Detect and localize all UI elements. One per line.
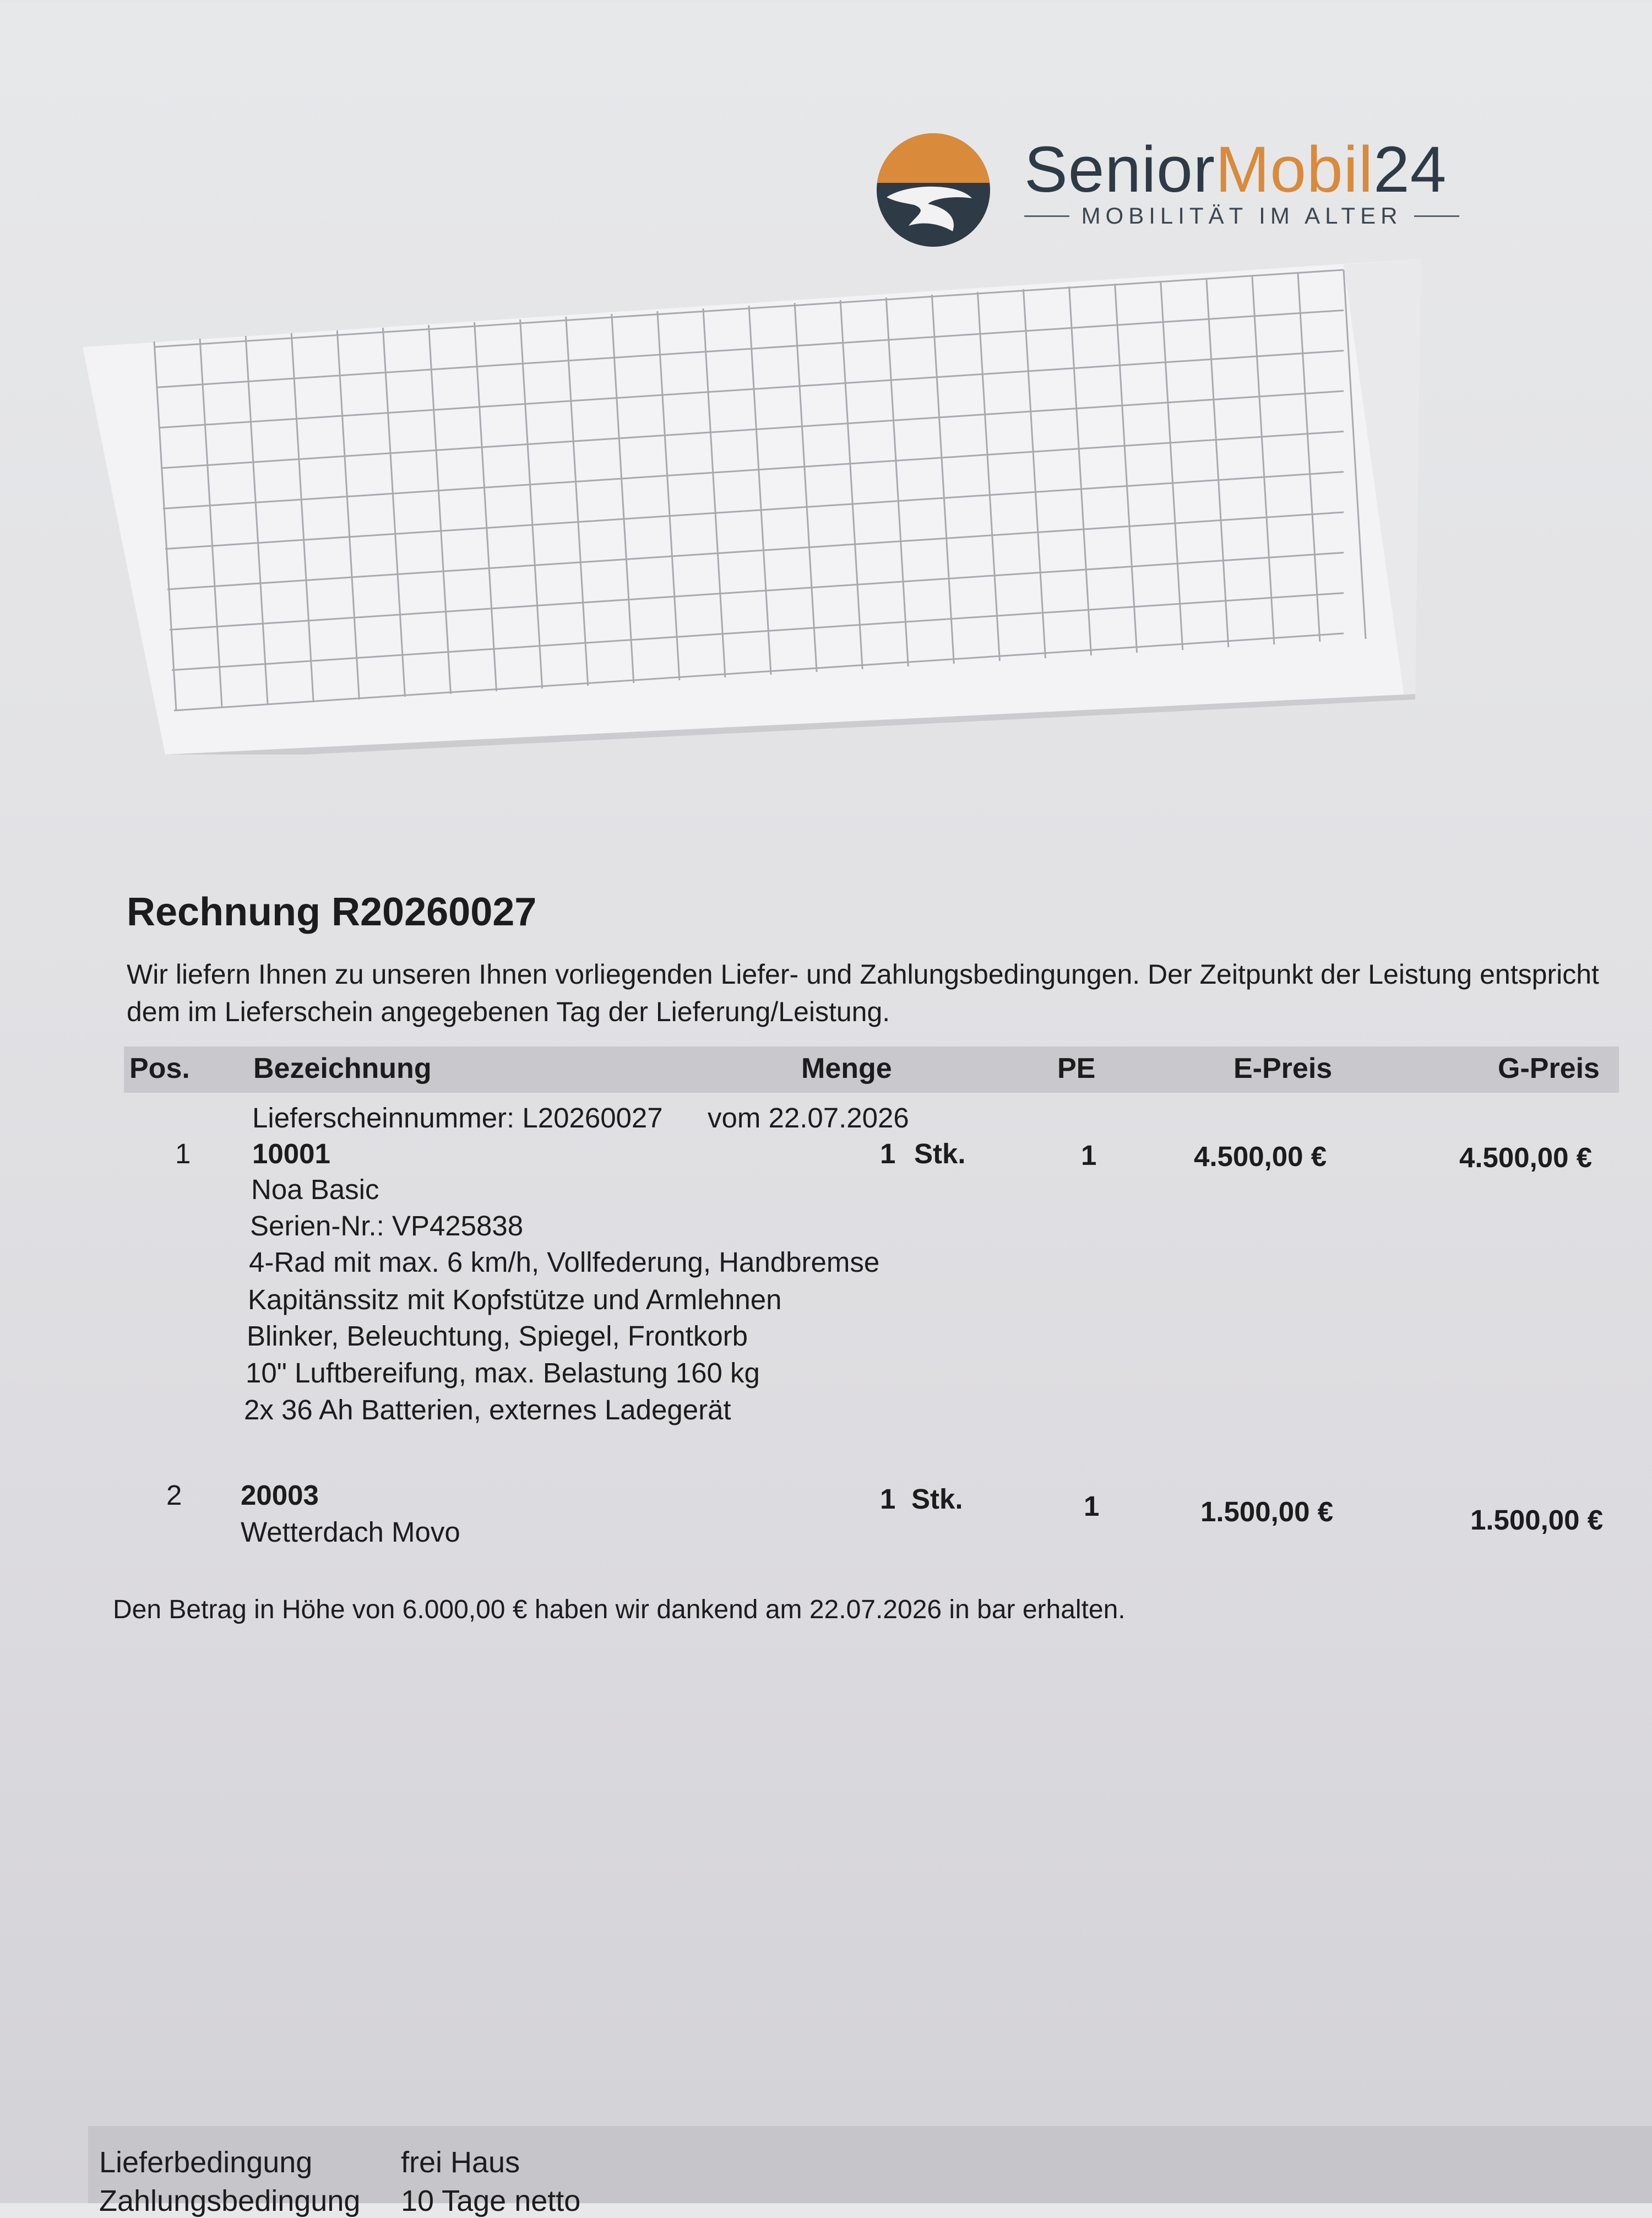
logo-mark-icon xyxy=(876,132,991,248)
row-unit-price: 1.500,00 € xyxy=(1200,1496,1334,1527)
row-description-line: Wetterdach Movo xyxy=(241,1516,460,1548)
row-unit: Stk. xyxy=(914,1138,966,1169)
row-description-line: Kapitänssitz mit Kopfstütze und Armlehnen xyxy=(248,1284,782,1315)
col-header-bezeichnung: Bezeichnung xyxy=(253,1053,432,1084)
payment-condition-label: Zahlungsbedingung xyxy=(99,2184,361,2217)
row-pe: 1 xyxy=(1084,1490,1100,1522)
row-description-line: Serien-Nr.: VP425838 xyxy=(250,1210,524,1241)
row-description-line: Noa Basic xyxy=(251,1174,379,1205)
row-total-price: 1.500,00 € xyxy=(1470,1504,1604,1536)
col-header-pe: PE xyxy=(1057,1053,1096,1084)
row-article-number: 10001 xyxy=(252,1138,330,1169)
row-pos: 1 xyxy=(175,1138,191,1169)
delivery-note-number: Lieferscheinnummer: L20260027 xyxy=(252,1102,663,1134)
row-total-price: 4.500,00 € xyxy=(1459,1142,1593,1173)
row-unit: Stk. xyxy=(911,1483,963,1515)
row-article-number: 20003 xyxy=(241,1479,319,1511)
row-quantity: 1 xyxy=(880,1138,896,1169)
row-pos: 2 xyxy=(166,1479,182,1511)
delivery-note-date: vom 22.07.2026 xyxy=(708,1102,909,1134)
row-quantity: 1 xyxy=(880,1483,896,1515)
logo-tagline: MOBILITÄT IM ALTER xyxy=(1024,203,1459,229)
row-description-line: 4-Rad mit max. 6 km/h, Vollfederung, Handbremse xyxy=(249,1246,880,1278)
payment-condition-value: 10 Tage netto xyxy=(401,2184,581,2217)
row-unit-price: 4.500,00 € xyxy=(1194,1141,1327,1172)
delivery-condition-value: frei Haus xyxy=(401,2146,520,2179)
grid-paper-sheet xyxy=(77,259,1421,755)
row-description-line: 2x 36 Ah Batterien, externes Ladegerät xyxy=(244,1394,731,1425)
payment-received-note: Den Betrag in Höhe von 6.000,00 € haben wir dankend am 22.07.2026 in bar erhalten. xyxy=(113,1595,1126,1624)
invoice-title: Rechnung R20260027 xyxy=(127,890,537,934)
col-header-pos: Pos. xyxy=(129,1053,190,1084)
row-pe: 1 xyxy=(1081,1140,1097,1171)
col-header-menge: Menge xyxy=(801,1053,892,1084)
company-logo xyxy=(876,132,1470,253)
invoice-intro-text: Wir liefern Ihnen zu unseren Ihnen vorliegenden Liefer- und Zahlungsbedingungen. Der Zeitpunkt der Leistung entspricht dem im Lieferschein angegebenen Tag der Lieferung/Leistung. xyxy=(127,959,1599,1027)
col-header-epreis: E-Preis xyxy=(1233,1053,1333,1084)
row-description-line: 10" Luftbereifung, max. Belastung 160 kg xyxy=(246,1357,760,1389)
row-description-line: Blinker, Beleuchtung, Spiegel, Frontkorb xyxy=(247,1320,748,1352)
logo-wordmark: SeniorMobil24 xyxy=(1024,133,1447,206)
delivery-condition-label: Lieferbedingung xyxy=(99,2146,313,2179)
col-header-gpreis: G-Preis xyxy=(1498,1053,1600,1084)
